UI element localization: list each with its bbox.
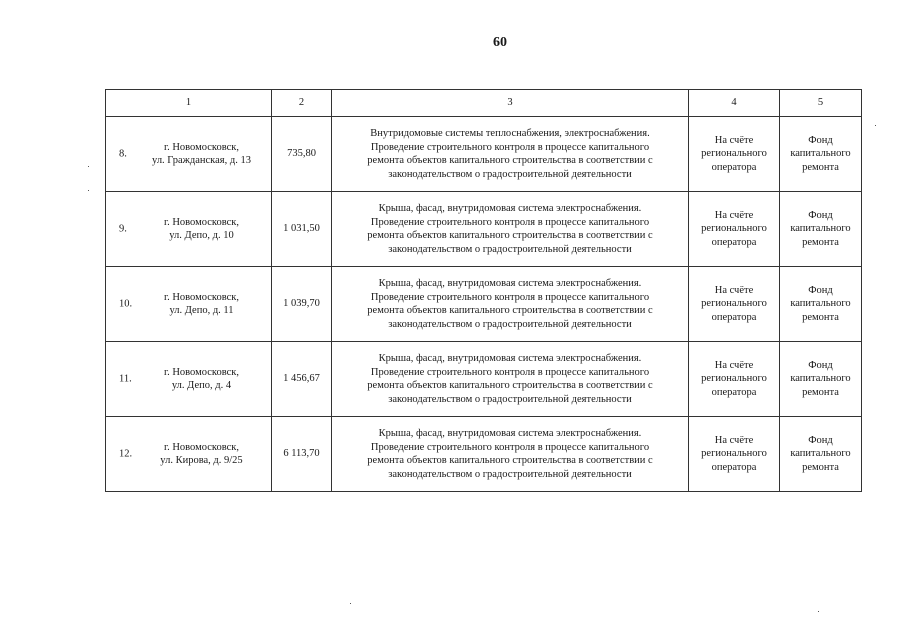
header-row [106,90,862,117]
works-line: Крыша, фасад, внутридомовая система электроснабжения. [378,203,642,214]
header-cell-4: 4 [689,90,780,117]
address-line: ул. Гражданская, д. 13 [152,155,251,166]
account-line: оператора [711,311,757,323]
area-value: 6 113,70 [272,417,332,492]
account-line: регионального [701,148,767,160]
account-line: регионального [701,448,767,460]
table-row [106,117,862,192]
address-line: г. Новомосковск, [163,366,240,378]
works-line: Проведение строительного контроля в процессе капитального [370,366,650,378]
row-number: 8. [119,148,127,160]
works-line: Крыша, фасад, внутридомовая система электроснабжения. [378,428,642,439]
account-line: На счёте [714,134,754,146]
works-description [332,417,689,492]
address [110,141,267,168]
table-row [106,192,862,267]
account-cell [689,117,780,192]
source-line: Фонд [808,434,833,446]
works-line: законодательством о градостроительной деятельности [388,393,632,405]
table-row [106,342,862,417]
header-cell-2: 2 [272,90,332,117]
row-number: 9. [119,223,127,235]
source-line: ремонта [802,461,839,473]
account-cell [689,192,780,267]
account-line: На счёте [714,209,754,221]
works-line: Проведение строительного контроля в процессе капитального [370,441,650,453]
account-line: оператора [711,461,757,473]
header-cell-3: 3 [332,90,689,117]
source-line: Фонд [808,209,833,221]
funding-source-cell [780,417,862,492]
table-row [106,267,862,342]
works-line: законодательством о градостроительной деятельности [388,243,632,255]
source-line: капитального [790,448,851,460]
account-line: оператора [711,386,757,398]
source-line: ремонта [802,311,839,323]
source-line: ремонта [802,386,839,398]
works-line: ремонта объектов капитального строительства в соответствии с [367,455,653,466]
scan-speck [88,190,89,191]
funding-source-cell [780,267,862,342]
address-line: г. Новомосковск, [163,141,240,153]
account-cell [689,417,780,492]
header-cell-1: 1 [106,90,272,117]
page-number: 60 [493,35,507,50]
source-line: ремонта [802,236,839,248]
works-line: ремонта объектов капитального строительства в соответствии с [367,230,653,241]
scan-speck [818,611,819,612]
scan-speck [875,125,876,126]
source-line: капитального [790,148,851,160]
address-cell [106,342,272,417]
account-line: регионального [701,223,767,235]
account-line: регионального [701,373,767,385]
scan-speck [350,603,351,604]
works-line: Крыша, фасад, внутридомовая система электроснабжения. [378,278,642,289]
address-line: г. Новомосковск, [163,216,240,228]
account-line: На счёте [714,284,754,296]
address-line: г. Новомосковск, [163,441,240,453]
address-line: ул. Депо, д. 11 [169,305,234,316]
works-line: Крыша, фасад, внутридомовая система электроснабжения. [378,353,642,364]
address-cell [106,417,272,492]
account-line: На счёте [714,359,754,371]
address-line: ул. Кирова, д. 9/25 [160,455,243,466]
address-line: г. Новомосковск, [163,291,240,303]
address-cell [106,267,272,342]
works-line: Проведение строительного контроля в процессе капитального [370,216,650,228]
funding-source-cell [780,117,862,192]
address-cell [106,192,272,267]
address [110,366,267,393]
header-cell-5: 5 [780,90,862,117]
row-number: 12. [119,448,133,460]
scan-speck [88,166,89,167]
works-line: ремонта объектов капитального строительства в соответствии с [367,155,653,166]
repair-table [105,89,862,492]
source-line: Фонд [808,284,833,296]
works-line: Проведение строительного контроля в процессе капитального [370,141,650,153]
row-number: 10. [119,298,133,310]
works-description [332,267,689,342]
address-line: ул. Депо, д. 4 [171,380,232,391]
source-line: капитального [790,223,851,235]
funding-source-cell [780,342,862,417]
address-line: ул. Депо, д. 10 [169,230,234,241]
account-cell [689,342,780,417]
works-line: Внутридомовые системы теплоснабжения, электроснабжения. [370,128,650,139]
account-line: На счёте [714,434,754,446]
table-row [106,417,862,492]
works-line: ремонта объектов капитального строительства в соответствии с [367,380,653,391]
source-line: Фонд [808,359,833,371]
source-line: капитального [790,298,851,310]
source-line: Фонд [808,134,833,146]
address [110,291,267,318]
works-line: законодательством о градостроительной деятельности [388,318,632,330]
works-description [332,342,689,417]
address [110,441,267,468]
works-line: законодательством о градостроительной деятельности [388,168,632,180]
address [110,216,267,243]
row-number: 11. [119,373,132,385]
account-line: оператора [711,161,757,173]
area-value: 1 456,67 [272,342,332,417]
source-line: капитального [790,373,851,385]
works-description [332,192,689,267]
account-line: оператора [711,236,757,248]
works-line: ремонта объектов капитального строительства в соответствии с [367,305,653,316]
area-value: 1 031,50 [272,192,332,267]
works-line: законодательством о градостроительной деятельности [388,468,632,480]
funding-source-cell [780,192,862,267]
source-line: ремонта [802,161,839,173]
address-cell [106,117,272,192]
works-line: Проведение строительного контроля в процессе капитального [370,291,650,303]
account-cell [689,267,780,342]
account-line: регионального [701,298,767,310]
area-value: 1 039,70 [272,267,332,342]
area-value: 735,80 [272,117,332,192]
works-description [332,117,689,192]
